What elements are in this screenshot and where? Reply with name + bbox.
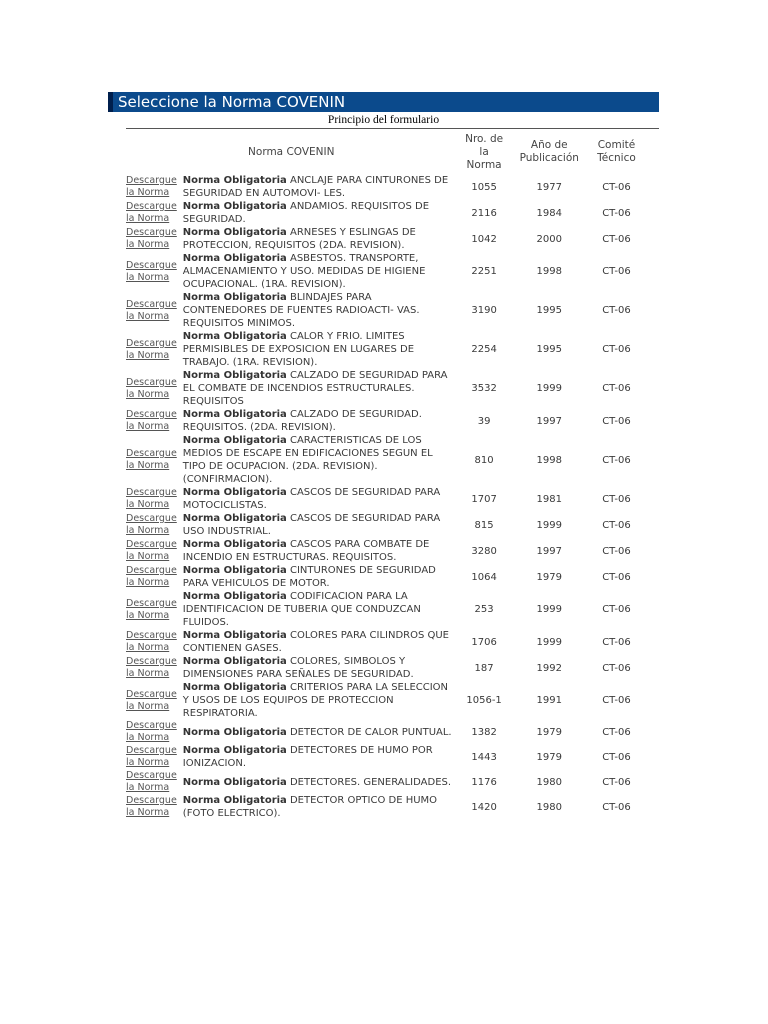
table-row [126, 681, 646, 720]
norma-number: 1420 [471, 801, 497, 813]
norma-number: 1042 [471, 233, 497, 245]
norma-title: CALOR Y FRIO. LIMITES PERMISIBLES DE EXPOSICION EN LUGARES DE TRABAJO. (1RA. REVISION). [182, 331, 415, 368]
norma-title: DETECTOR DE CALOR PUNTUAL. [289, 726, 452, 738]
norma-kind-label: Norma Obligatoria [182, 253, 287, 264]
norma-description [181, 681, 457, 720]
norma-title: ARNESES Y ESLINGAS DE PROTECCION, REQUISITOS (2DA. REVISION). [182, 227, 416, 251]
download-cell [126, 655, 181, 681]
download-cell [126, 770, 181, 794]
norma-title: CALZADO DE SEGURIDAD PARA EL COMBATE DE INCENDIOS ESTRUCTURALES. REQUISITOS [182, 370, 448, 407]
publication-year: 1999 [536, 519, 562, 531]
norma-kind-label: Norma Obligatoria [182, 682, 287, 693]
download-norma-link[interactable]: Descargue la Norma [126, 201, 177, 224]
norma-number: 1443 [471, 751, 497, 763]
download-norma-link[interactable]: Descargue la Norma [126, 259, 177, 283]
norma-number: 2116 [471, 207, 497, 219]
table-row [126, 330, 646, 369]
publication-year: 1984 [536, 207, 562, 219]
publication-year: 1979 [536, 571, 562, 583]
table-row [126, 486, 646, 512]
publication-year: 1991 [536, 695, 562, 706]
norma-kind-label: Norma Obligatoria [182, 370, 287, 381]
column-header-anio: Año de Publicación [519, 139, 579, 164]
publication-year: 2000 [536, 233, 562, 245]
download-norma-link[interactable]: Descargue la Norma [126, 513, 177, 536]
publication-year: 1999 [536, 636, 562, 648]
norma-number: 810 [474, 454, 494, 466]
norma-title: BLINDAJES PARA CONTENEDORES DE FUENTES RADIOACTI- VAS. REQUISITOS MINIMOS. [182, 292, 420, 329]
download-norma-link[interactable]: Descargue la Norma [126, 770, 177, 793]
technical-committee: CT-06 [602, 266, 631, 277]
table-row [126, 408, 646, 434]
download-cell [126, 744, 181, 770]
norma-title: ANDAMIOS. REQUISITOS DE SEGURIDAD. [182, 201, 430, 225]
publication-year: 1995 [536, 305, 562, 316]
download-cell [126, 629, 181, 655]
norma-kind-label: Norma Obligatoria [182, 201, 287, 212]
publication-year: 1999 [536, 604, 562, 615]
norma-kind-label: Norma Obligatoria [182, 565, 287, 576]
norma-number: 1707 [471, 493, 497, 505]
table-header-row [126, 130, 646, 174]
publication-year: 1977 [536, 181, 562, 193]
norma-kind-label: Norma Obligatoria [182, 795, 287, 806]
norma-description [181, 226, 457, 252]
download-cell [126, 564, 181, 590]
technical-committee: CT-06 [602, 233, 631, 245]
table-row [126, 538, 646, 564]
table-row [126, 174, 646, 200]
norma-description [181, 291, 457, 330]
publication-year: 1998 [536, 454, 562, 466]
publication-year: 1997 [536, 415, 562, 427]
publication-year: 1979 [536, 751, 562, 763]
table-row [126, 252, 646, 291]
column-header-nro: Nro. de la Norma [465, 132, 504, 171]
publication-year: 1980 [536, 801, 562, 813]
norma-description [181, 174, 457, 200]
norma-description [181, 408, 457, 434]
norma-kind-label: Norma Obligatoria [182, 745, 287, 756]
norma-title: COLORES PARA CILINDROS QUE CONTIENEN GASES. [182, 630, 449, 654]
header-divider [126, 128, 659, 129]
norma-kind-label: Norma Obligatoria [182, 656, 287, 667]
norma-kind-label: Norma Obligatoria [182, 292, 287, 303]
download-norma-link[interactable]: Descargue la Norma [126, 298, 177, 322]
norma-description [181, 564, 457, 590]
technical-committee: CT-06 [602, 344, 631, 355]
norma-title: DETECTORES. GENERALIDADES. [289, 776, 452, 788]
technical-committee: CT-06 [602, 493, 631, 505]
publication-year: 1979 [536, 726, 562, 738]
technical-committee: CT-06 [602, 695, 631, 706]
table-row [126, 794, 646, 820]
download-cell [126, 794, 181, 820]
norma-kind-label: Norma Obligatoria [182, 539, 287, 550]
technical-committee: CT-06 [602, 776, 631, 788]
technical-committee: CT-06 [602, 662, 631, 674]
technical-committee: CT-06 [602, 383, 631, 394]
download-norma-link[interactable]: Descargue la Norma [126, 745, 177, 768]
technical-committee: CT-06 [602, 751, 631, 763]
norma-description [181, 655, 457, 681]
norma-number: 815 [474, 519, 494, 531]
publication-year: 1980 [536, 776, 562, 788]
norma-number: 1382 [471, 726, 497, 738]
technical-committee: CT-06 [602, 604, 631, 615]
publication-year: 1999 [536, 383, 562, 394]
norma-description [181, 512, 457, 538]
technical-committee: CT-06 [602, 181, 631, 193]
technical-committee: CT-06 [602, 571, 631, 583]
norms-table [126, 130, 646, 820]
norma-title: COLORES, SIMBOLOS Y DIMENSIONES PARA SEÑALES DE SEGURIDAD. [182, 656, 414, 680]
page-header-bar [108, 92, 659, 112]
norma-description [181, 434, 457, 486]
download-cell [126, 252, 181, 291]
download-norma-link[interactable]: Descargue la Norma [126, 175, 177, 198]
column-header-norma: Norma COVENIN [248, 145, 335, 158]
norma-number: 2251 [471, 266, 497, 277]
norma-number: 1064 [471, 571, 497, 583]
norma-kind-label: Norma Obligatoria [182, 513, 287, 524]
download-norma-link[interactable]: Descargue la Norma [126, 720, 177, 743]
norma-number: 2254 [471, 344, 497, 355]
norma-number: 1176 [471, 776, 497, 788]
download-cell [126, 590, 181, 629]
norma-title: CASCOS DE SEGURIDAD PARA MOTOCICLISTAS. [182, 487, 441, 511]
table-row [126, 291, 646, 330]
publication-year: 1995 [536, 344, 562, 355]
technical-committee: CT-06 [602, 207, 631, 219]
norma-description [181, 744, 457, 770]
technical-committee: CT-06 [602, 636, 631, 648]
table-row [126, 369, 646, 408]
download-norma-link[interactable]: Descargue la Norma [126, 688, 177, 712]
table-row [126, 512, 646, 538]
download-cell [126, 681, 181, 720]
technical-committee: CT-06 [602, 545, 631, 557]
download-norma-link[interactable]: Descargue la Norma [126, 376, 177, 400]
technical-committee: CT-06 [602, 726, 631, 738]
table-row [126, 744, 646, 770]
download-norma-link[interactable]: Descargue la Norma [126, 487, 177, 510]
technical-committee: CT-06 [602, 454, 631, 466]
technical-committee: CT-06 [602, 519, 631, 531]
norma-title: CASCOS DE SEGURIDAD PARA USO INDUSTRIAL. [182, 513, 441, 537]
download-cell [126, 538, 181, 564]
download-cell [126, 512, 181, 538]
norma-title: CASCOS PARA COMBATE DE INCENDIO EN ESTRUCTURAS. REQUISITOS. [182, 539, 430, 563]
norma-title: CODIFICACION PARA LA IDENTIFICACION DE TUBERIA QUE CONDUZCAN FLUIDOS. [182, 591, 421, 628]
download-cell [126, 486, 181, 512]
norma-title: DETECTOR OPTICO DE HUMO (FOTO ELECTRICO). [182, 795, 438, 819]
norma-number: 1055 [471, 181, 497, 193]
download-norma-link[interactable]: Descargue la Norma [126, 227, 177, 250]
download-cell [126, 369, 181, 408]
download-norma-link[interactable]: Descargue la Norma [126, 795, 177, 818]
norma-kind-label: Norma Obligatoria [182, 630, 287, 641]
norma-description [181, 794, 457, 820]
norma-kind-label: Norma Obligatoria [182, 331, 287, 342]
norma-number: 253 [474, 604, 494, 615]
publication-year: 1992 [536, 662, 562, 674]
table-row [126, 655, 646, 681]
norma-description [181, 200, 457, 226]
page-title: Seleccione la Norma COVENIN [118, 93, 346, 111]
publication-year: 1981 [536, 493, 562, 505]
norma-description [181, 720, 457, 744]
download-norma-link[interactable]: Descargue la Norma [126, 409, 177, 432]
norma-kind-label: Norma Obligatoria [182, 726, 287, 738]
norma-number: 3190 [471, 305, 497, 316]
norma-kind-label: Norma Obligatoria [182, 435, 287, 446]
norma-kind-label: Norma Obligatoria [182, 409, 287, 420]
table-row [126, 564, 646, 590]
download-cell [126, 291, 181, 330]
norma-number: 3280 [471, 545, 497, 557]
download-cell [126, 174, 181, 200]
norma-title: CARACTERISTICAS DE LOS MEDIOS DE ESCAPE EN EDIFICACIONES SEGUN EL TIPO DE OCUPACION. (2DA. REVISION). (CONFIRMACION). [182, 435, 433, 485]
download-norma-link[interactable]: Descargue la Norma [126, 630, 177, 653]
download-norma-link[interactable]: Descargue la Norma [126, 656, 177, 679]
norma-title: CINTURONES DE SEGURIDAD PARA VEHICULOS DE MOTOR. [182, 565, 436, 589]
download-norma-link[interactable]: Descargue la Norma [126, 565, 177, 588]
norma-title: ANCLAJE PARA CINTURONES DE SEGURIDAD EN AUTOMOVI- LES. [182, 175, 449, 199]
norma-kind-label: Norma Obligatoria [182, 487, 287, 498]
norma-title: DETECTORES DE HUMO POR IONIZACION. [182, 745, 433, 769]
norma-description [181, 252, 457, 291]
download-cell [126, 720, 181, 744]
download-norma-link[interactable]: Descargue la Norma [126, 539, 177, 562]
download-cell [126, 434, 181, 486]
norma-kind-label: Norma Obligatoria [182, 776, 287, 788]
norma-kind-label: Norma Obligatoria [182, 591, 287, 602]
norma-title: CRITERIOS PARA LA SELECCION Y USOS DE LOS EQUIPOS DE PROTECCION RESPIRATORIA. [182, 682, 449, 719]
table-row [126, 226, 646, 252]
norma-description [181, 369, 457, 408]
table-row [126, 770, 646, 794]
norma-number: 3532 [471, 383, 497, 394]
download-cell [126, 226, 181, 252]
form-start-label: Principio del formulario [327, 114, 440, 126]
norma-kind-label: Norma Obligatoria [182, 175, 287, 186]
download-norma-link[interactable]: Descargue la Norma [126, 337, 177, 361]
column-header-comite: Comité Técnico [597, 139, 636, 164]
norma-title: CALZADO DE SEGURIDAD. REQUISITOS. (2DA. REVISION). [182, 409, 422, 433]
norma-number: 1706 [471, 636, 497, 648]
publication-year: 1998 [536, 266, 562, 277]
download-norma-link[interactable]: Descargue la Norma [126, 597, 177, 621]
publication-year: 1997 [536, 545, 562, 557]
download-norma-link[interactable]: Descargue la Norma [126, 448, 177, 471]
technical-committee: CT-06 [602, 801, 631, 813]
download-cell [126, 330, 181, 369]
norma-description [181, 770, 457, 794]
norma-description [181, 330, 457, 369]
norma-number: 39 [477, 415, 491, 427]
norma-number: 1056-1 [466, 695, 502, 706]
norma-description [181, 538, 457, 564]
norma-description [181, 590, 457, 629]
download-cell [126, 200, 181, 226]
table-row [126, 720, 646, 744]
norma-description [181, 629, 457, 655]
table-row [126, 200, 646, 226]
table-row [126, 590, 646, 629]
norma-number: 187 [474, 662, 494, 674]
table-row [126, 629, 646, 655]
norma-description [181, 486, 457, 512]
table-row [126, 434, 646, 486]
download-cell [126, 408, 181, 434]
technical-committee: CT-06 [602, 305, 631, 316]
technical-committee: CT-06 [602, 415, 631, 427]
norma-kind-label: Norma Obligatoria [182, 227, 287, 238]
norma-title: ASBESTOS. TRANSPORTE, ALMACENAMIENTO Y USO. MEDIDAS DE HIGIENE OCUPACIONAL. (1RA. REVISION). [182, 253, 426, 290]
